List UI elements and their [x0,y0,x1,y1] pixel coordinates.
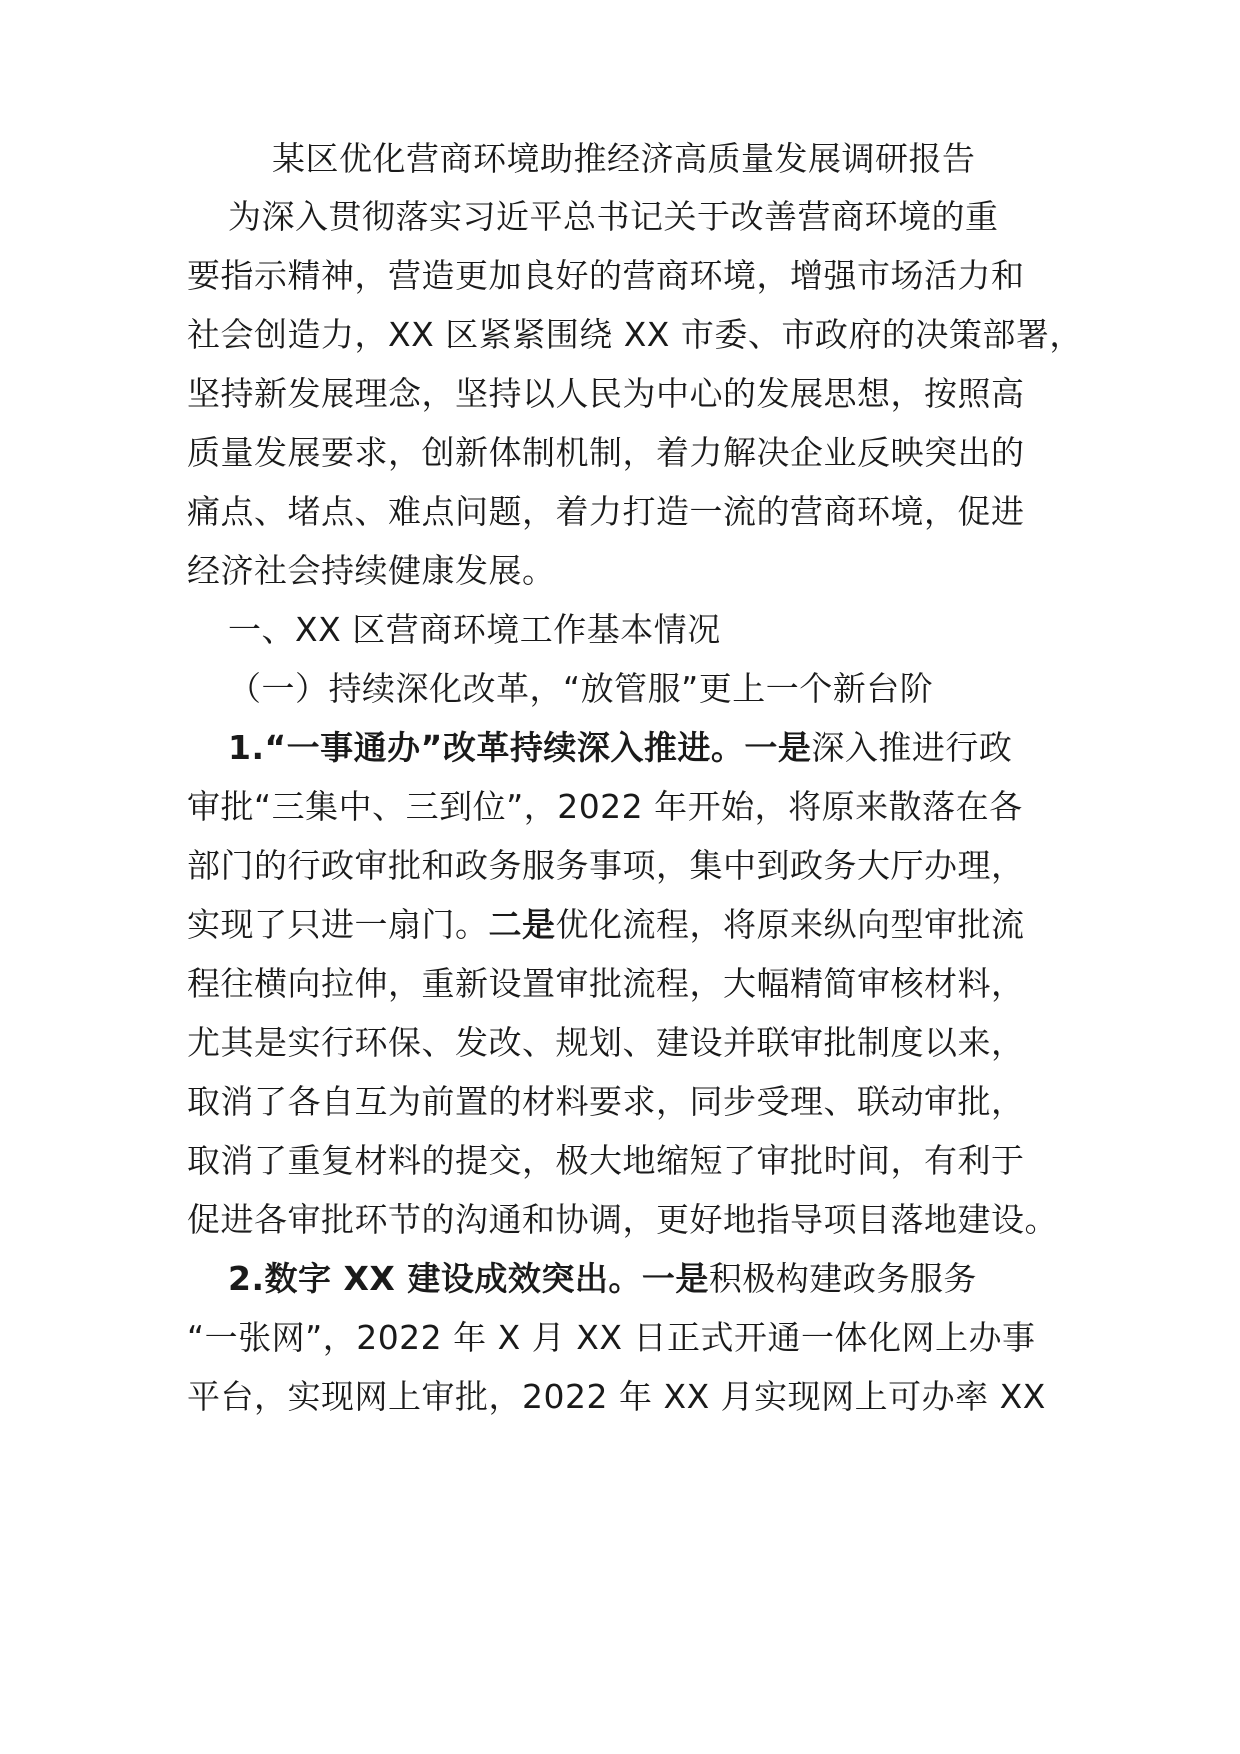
paragraph-line: 要指示精神，营造更加良好的营商环境，增强市场活力和 [187,256,1025,295]
paragraph-line: 尤其是实行环保、发改、规划、建设并联审批制度以来， [187,1023,1025,1062]
item1-first-line [228,726,1128,770]
paragraph-line: 促进各审批环节的沟通和协调，更好地指导项目落地建设。 [187,1200,1058,1239]
paragraph-line: 质量发展要求，创新体制机制，着力解决企业反映突出的 [187,433,1025,472]
item2-lead: 一是 [641,1259,709,1298]
subsection-heading: （一）持续深化改革，“放管服”更上一个新台阶 [228,669,934,708]
paragraph-line: “一张网”，2022 年 X 月 XX 日正式开通一体化网上办事 [187,1318,1036,1357]
paragraph-line: 程往横向拉伸，重新设置审批流程，大幅精简审核材料， [187,964,1025,1003]
item2-heading: 2.数字 XX 建设成效突出。 [228,1259,642,1298]
item1-lead: 一是 [744,728,812,767]
paragraph-line: 痛点、堵点、难点问题，着力打造一流的营商环境，促进 [187,492,1025,531]
document-title: 某区优化营商环境助推经济高质量发展调研报告 [272,139,976,178]
item1-mixed-line [187,903,1087,947]
item1-lead-2: 二是 [488,905,556,944]
paragraph-line: 坚持新发展理念，坚持以人民为中心的发展思想，按照高 [187,374,1025,413]
section-heading: 一、XX 区营商环境工作基本情况 [228,610,721,649]
paragraph-line: 部门的行政审批和政务服务事项，集中到政务大厅办理， [187,846,1025,885]
paragraph-line: 平台，实现网上审批，2022 年 XX 月实现网上可办率 XX [187,1377,1046,1416]
item1-text: 优化流程，将原来纵向型审批流 [555,905,1025,944]
paragraph-line: 经济社会持续健康发展。 [187,551,556,590]
paragraph-line: 取消了重复材料的提交，极大地缩短了审批时间，有利于 [187,1141,1025,1180]
item1-text: 实现了只进一扇门。 [187,905,489,944]
item1-heading: 1.“一事通办”改革持续深入推进。 [228,728,745,767]
paragraph-line: 社会创造力，XX 区紧紧围绕 XX 市委、市政府的决策部署， [187,315,1083,354]
paragraph-line: 为深入贯彻落实习近平总书记关于改善营商环境的重 [228,197,999,236]
item1-text: 深入推进行政 [811,728,1013,767]
paragraph-line: 取消了各自互为前置的材料要求，同步受理、联动审批， [187,1082,1025,1121]
paragraph-line: 审批“三集中、三到位”，2022 年开始，将原来散落在各 [187,787,1023,826]
item2-first-line [228,1257,1128,1301]
item2-text: 积极构建政务服务 [708,1259,977,1298]
